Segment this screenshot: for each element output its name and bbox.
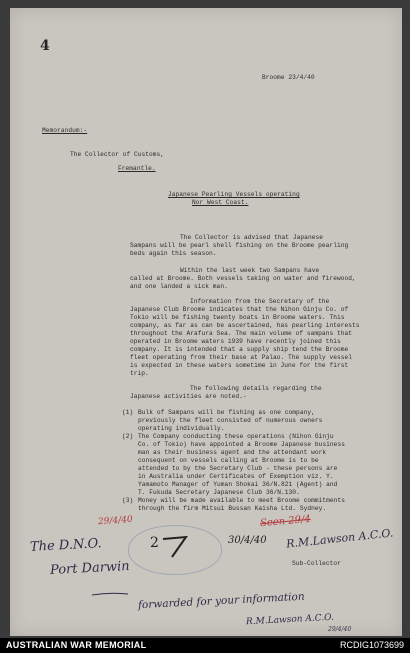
handwritten-red-note: Seen 29/4 <box>259 513 312 530</box>
subject-line-1: Japanese Pearling Vessels operating <box>168 191 300 198</box>
point-line: Co. of Tokio) have appointed a Broome Japanese business <box>138 441 345 448</box>
point-line: Yamamoto Manager of Yuman Shokai 36/N.821 (Agent) and <box>138 481 338 488</box>
point-line: man as their business agent and the attendant work <box>138 449 327 456</box>
point-line: consequent on vessels calling at Broome is to be <box>138 457 319 464</box>
handwritten-date-note: 30/4/40 <box>228 535 267 546</box>
footer-record-id: RCDIG1073699 <box>339 640 404 650</box>
point-line: through the firm Mitsui Bussan Kaisha Ltd. Sydney. <box>138 505 327 512</box>
body-line: is expected in these waters sometime in June for the first <box>130 362 349 369</box>
document-page <box>10 8 402 636</box>
body-line: The Collector is advised that Japanese <box>180 234 323 241</box>
body-line: The following details regarding the <box>190 385 322 392</box>
point-line: Money will be made available to meet Broome commitments <box>138 497 345 504</box>
point-line: previously the fleet consisted of numerous owners <box>138 417 323 424</box>
handwritten-center-number: 2 <box>150 535 159 551</box>
point-line: operating individually. <box>138 425 225 432</box>
handwritten-check-mark <box>160 533 190 559</box>
handwritten-forwarded-note: forwarded for your information <box>137 590 305 612</box>
body-line: Tokio will be fishing twenty boats in Broome waters. This <box>130 314 345 321</box>
point-line: attended to by the Secretary Club - these persons are <box>138 465 338 472</box>
point-number: (3) <box>122 497 134 504</box>
body-line: called at Broome. Both vessels taking on water and firewood, <box>130 275 356 282</box>
subject-line-2: Nor West Coast. <box>192 199 249 206</box>
body-line: and one landed a sick man. <box>130 283 228 290</box>
signature-role: Sub-Collector <box>292 560 341 567</box>
body-line: throughout the Arafura Sea. The main volume of sampans that <box>130 330 353 337</box>
addressee: The Collector of Customs, <box>70 151 165 158</box>
handwritten-bottom-date: 29/4/40 <box>328 626 352 633</box>
body-line: fleet operating from their base at Palao. The supply vessel <box>130 354 353 361</box>
point-number: (2) <box>122 433 134 440</box>
handwritten-underline-stroke <box>90 590 130 598</box>
body-line: operated in Broome waters 1939 have recently joined this <box>130 338 341 345</box>
body-line: beds again this season. <box>130 250 217 257</box>
body-line: Sampans will be pearl shell fishing on the Broome pearling <box>130 242 349 249</box>
body-line: Japanese Club Broome indicates that the Nihon Ginju Co. of <box>130 306 349 313</box>
point-number: (1) <box>122 409 134 416</box>
body-line: Japanese activities are noted.- <box>130 393 247 400</box>
sub-collector-signature: R.M.Lawson A.C.O. <box>285 526 394 551</box>
place-date: Broome 23/4/40 <box>262 74 315 81</box>
footer-institution: AUSTRALIAN WAR MEMORIAL <box>6 640 147 650</box>
archive-footer <box>0 638 410 653</box>
handwritten-left-date: 29/4/40 <box>97 514 134 528</box>
point-line: Bulk of Sampans will be fishing as one company, <box>138 409 315 416</box>
body-line: Within the last week two Sampans have <box>180 267 320 274</box>
body-line: company, as far as can be ascertained, has pearling interests <box>130 322 360 329</box>
addressee-city: Fremantle. <box>118 165 156 172</box>
handwritten-to-line-2: Port Darwin <box>49 558 131 579</box>
point-line: in Australia under Certificates of Exemption viz. Y. <box>138 473 334 480</box>
handwritten-bottom-signature: R.M.Lawson A.C.O. <box>245 612 335 628</box>
handwritten-page-number: 4 <box>40 38 50 54</box>
point-line: The Company conducting these operations (Nihon Ginju <box>138 433 334 440</box>
body-line: Information from the Secretary of the <box>190 298 330 305</box>
point-line: T. Fukuda Secretary Japanese Club 36/N.130. <box>138 489 300 496</box>
handwritten-to-line-1: The D.N.O. <box>29 536 103 555</box>
memo-title: Memorandum:- <box>42 127 88 134</box>
body-line: trip. <box>130 370 149 377</box>
body-line: company. It is intended that a supply ship tend the Broome <box>130 346 349 353</box>
